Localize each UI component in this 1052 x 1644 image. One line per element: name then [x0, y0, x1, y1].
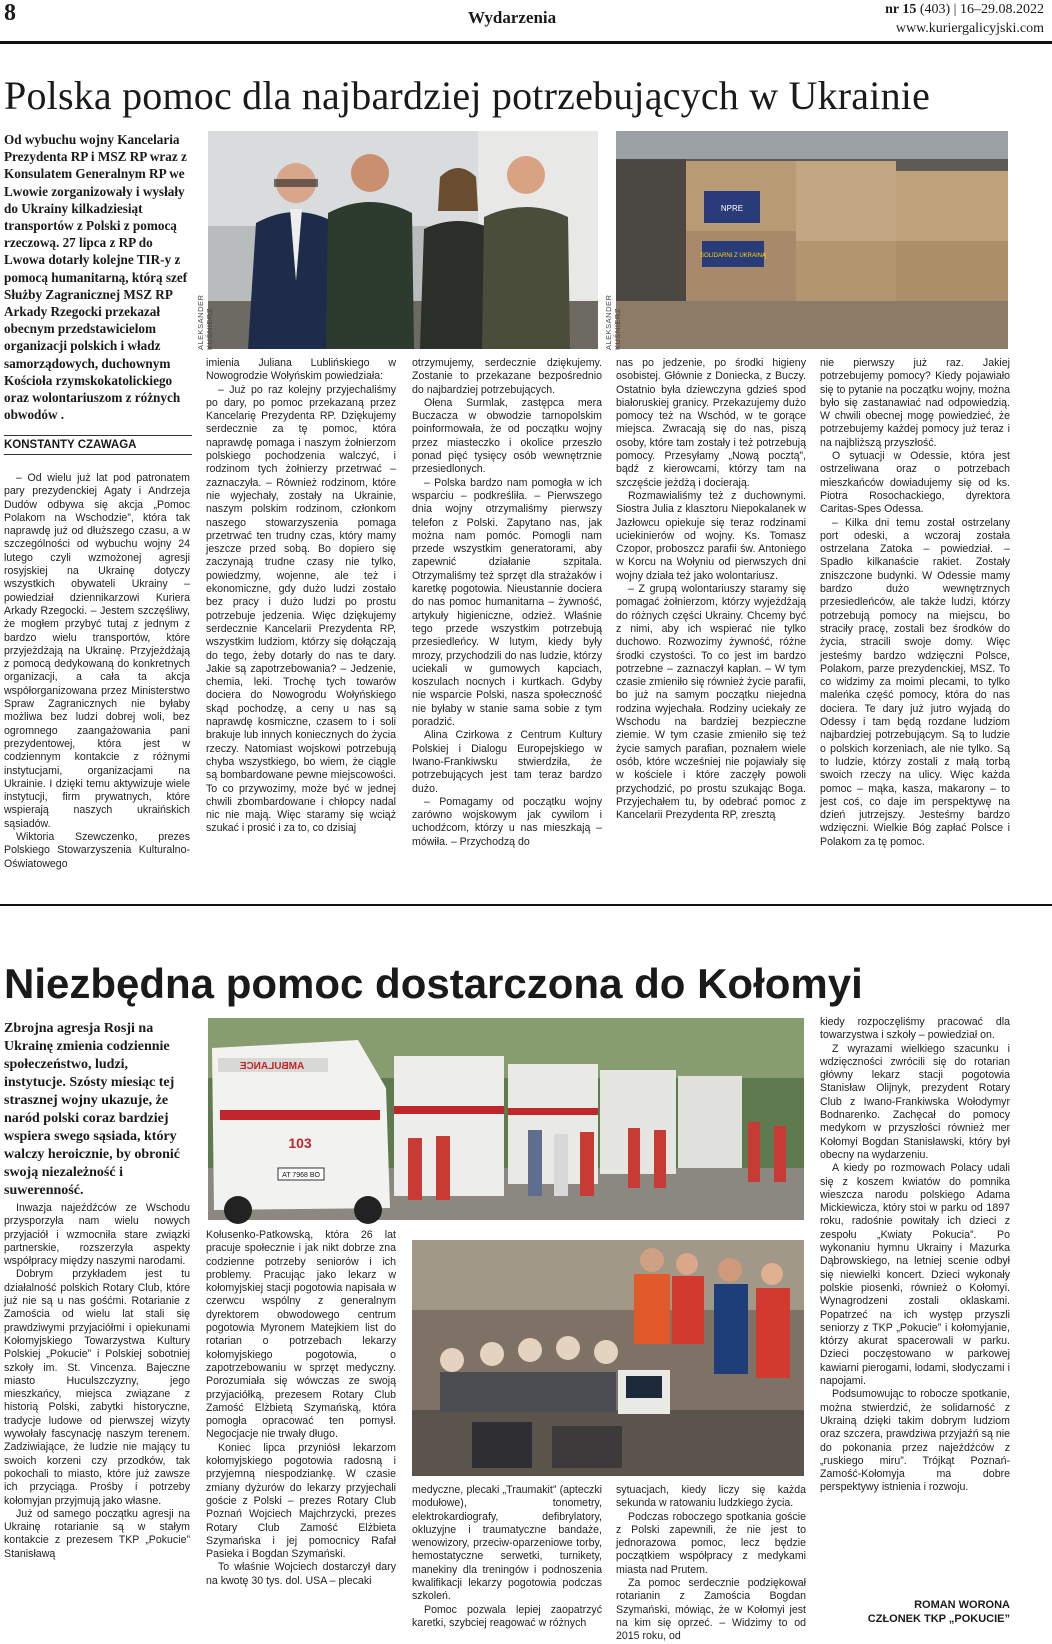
article2-photo-equipment — [412, 1240, 804, 1476]
paragraph: – Z grupą wolontariuszy staramy się pomagać żołnierzom, którzy wyjeżdżają do różnych części Ukrainy. Chcemy być z nimi, aby ich wspierać nie tylko duchowo. Rozwozimy żywność, różne środki czystości. To co jest im bardzo potrzebne – zaznaczył kapłan. – W tym czasie zmieniło się również życie parafii, bo już na samym początku niejedna rodzina wyjechała. Rodziny uciekały ze Wschodu na bardziej bezpieczne ziemie. W tym czasie zmieniło się też życie samych parafian, poznałem wiele osób, które wcześniej nie pojawiały się w kościele i które zaczęły powoli przychodzić, po prostu szukając Boga. Przyjechałem tu, by odebrać pomoc z Kancelarii Prezydenta RP, zresztą — [616, 583, 806, 822]
group-photo-svg — [208, 131, 598, 349]
paragraph: Dobrym przykładem jest tu działalność polskich Rotary Club, które już nie są u nas gośćmi. Rotarianie z Zamościa od wielu lat stali się prawdziwymi przyjaciółmi i opiekunami Kołomyjskiego Towarzystwa Kultury Polskiej „Pokucie” i Polskiej sobotniej szkoły im. St. Vincenza. Bajeczne miasto Huculszczyzny, jego mieszkańcy, miejsca związane z historią Polski, zabytki historyczne, tradycje ludowe od pierwszej wizyty wywołały fascynację naszym terenem. Zadziwiające, że ludzie nie mający tu swoich korzeni czy przodków, tak pokochali to miasto, które już zawsze ich przyciąga. Prośby i potrzeby kołomyjan przyjmują jako własne. — [4, 1268, 190, 1507]
paragraph: Podczas roboczego spotkania goście z Polski zapewnili, że nie jest to jednorazowa pomoc, lecz będzie początkiem współpracy z medykami miasta nad Prutem. — [616, 1510, 806, 1576]
article1-lead-block — [4, 131, 192, 455]
issue-info — [885, 0, 1044, 38]
paragraph: – Pomagamy od początku wojny zarówno wojskowym jak cywilom i uchodźcom, którzy u nas mieszkają – mówiła. – Przychodzą do — [412, 795, 602, 848]
paragraph: – Kilka dni temu został ostrzelany port odeski, a wczoraj została ostrzelana Zatoka – powiedział. – Spadło kilkanaście rakiet. Zostały zniszczone budynki. W Odessie mamy bardzo dużo wewnętrznych przesiedleńców, ale także ludzi, którzy potrzebują pomocy na miejscu, bo straciły pracę, zostali bez środków do życia, stracili swoje domy. Więc jesteśmy bardzo wdzięczni Polsce, Polakom, parze prezydenckiej, MSZ. To co widzimy za moimi plecami, to tylko maleńka część pomocy, która do nas dociera. Te dary już jutro wyjadą do Odessy i tam będą rozdane ludziom najbardziej potrzebującym. Są to ludzie o polskich korzeniach, ale nie tylko. Są to ludzie, którzy zostali z małą torbą swoich rzeczy na ulicy. Więc każda pomoc – mąka, kasza, makarony – to jest coś, co daje im perspektywę na dzień jutrzejszy. Jesteśmy bardzo wdzięczni. Wielkie Bóg zapłać Polsce i Polakom za tę pomoc. — [820, 516, 1010, 848]
paragraph: Z wyrazami wielkiego szacunku i wdzięczności zwrócili się do rotarian główny lekarz stacji pogotowia Stanisław Olijnyk, prezydent Rotary Club z Iwano-Frankiwska Wołodymyr Bodnarenko. Zachęcał do pomocy medykom w przyszłości również mer Kołomyi Bogdan Stanisławski, który był obecny na wydarzeniu. — [820, 1042, 1010, 1161]
article2-column-1 — [4, 1202, 190, 1630]
paragraph: – Polska bardzo nam pomogła w ich wsparciu – podkreśliła. – Pierwszego dnia wojny otrzymaliśmy pierwszy telefon z Polski. Zapytano nas, jak można nam pomóc. Pomogli nam przede wszystkim generatorami, aby zapewnić działanie szpitala. Otrzymaliśmy też sprzęt dla strażaków i karetkę pogotowia. Nieustannie dociera do nas pomoc humanitarna – żywność, artykuły higieniczne, odzież. Właśnie tego przede wszystkim potrzebują przesiedleńcy. W lutym, kiedy były mrozy, przychodzili do nas ludzie, którzy uciekali w gumowych kapciach, koszulach nocnych i kurtkach. Gdyby nie wsparcie Polski, nasza społeczność nie byłaby w stanie sama sobie z tym poradzić. — [412, 476, 602, 729]
license-plate: AT 7968 BO — [282, 1172, 320, 1179]
paragraph: Ołena Surmlak, zastępca mera Buczacza w obwodzie tarnopolskim poinformowała, że od początku wojny przez miasteczko i okolice przeszło ponad pięć tysięcy osób wewnętrznie przesiedlonych. — [412, 396, 602, 476]
paragraph: otrzymujemy, serdecznie dziękujemy. Zostanie to przekazane bezpośrednio do najbardziej potrzebujących. — [412, 357, 602, 396]
article1-column-3 — [412, 357, 602, 894]
equipment-photo-svg — [412, 1240, 804, 1476]
article1-title: Polska pomoc dla najbardziej potrzebujących w Ukrainie — [4, 73, 931, 118]
article-divider — [0, 904, 1052, 906]
page-number: 8 — [4, 0, 16, 26]
paragraph: Alina Czirkowa z Centrum Kultury Polskiej i Dialogu Europejskiego w Iwano-Frankiwsku stwierdziła, że potrzebujących jest tam teraz bardzo dużo. — [412, 729, 602, 795]
article1-photo-boxes — [616, 131, 1008, 349]
paragraph: nas po jedzenie, po środki higieny osobistej. Głównie z Doniecka, z Buczy. Ostatnio była dziewczyna gdzieś spod białoruskiej granicy. Przekazujemy dużo pomocy też na Wschód, w te gorące miejsca. Zwracają się do nas, piszą osoby, które tam zostały i też potrzebują pomocy. Przesyłamy „Nową pocztą”, bądź z kierowcami, którzy tam na szczęście jeżdżą i docierają. — [616, 357, 806, 489]
ambulance-label: AMBULANCE — [239, 1061, 305, 1072]
paragraph: Już od samego początku agresji na Ukrainę rotarianie są w stałym kontakcie z prezesem TKP „Pokucie” Stanisławą — [4, 1507, 190, 1560]
article1-column-4 — [616, 357, 806, 894]
paragraph: Inwazja najeźdźców ze Wschodu przysporzyła nam wielu nowych przyjaciół i wzmocniła stare związki partnerskie, rozszerzyła aspekty współpracy między naszymi narodami. — [4, 1202, 190, 1268]
article1-lead: Od wybuchu wojny Kancelaria Prezydenta RP i MSZ RP wraz z Konsulatem Generalnym RP we Lwowie zorganizowały i wysłały do Ukrainy kilkadziesiąt transportów z Polski z pomocą rzeczową. 27 lipca z RP do Lwowa dotarły kolejne TIR-y z pomocą humanitarną, którą szef Służby Zagranicznej MSZ RP Arkady Rzegocki przekazał obecnym przedstawicielom organizacji polskich i władz samorządowych, duchownym Kościoła rzymskokatolickiego oraz wolontariuszom z różnych obwodów . — [4, 132, 188, 423]
paragraph: To właśnie Wojciech dostarczył dary na kwotę 30 tys. dol. USA – plecaki — [206, 1561, 396, 1587]
paragraph: Pomoc pozwala lepiej zaopatrzyć karetki, szybciej reagować w różnych — [412, 1603, 602, 1629]
issue-number: nr 15 — [885, 2, 917, 17]
paragraph: – Od wielu już lat pod patronatem pary prezydenckiej Agaty i Andrzeja Dudów odbywa się akcja „Pomoc Polakom na Wschodzie”, która tak naprawdę już od dłuższego czasu, a w szczególności od wybuchu wojny 24 lutego czyli wzmożonej agresji rosyjskiej na Ukrainę dotyczy wszystkich obywateli Ukrainy – powiedział dziennikarzowi Kuriera Arkady Rzegocki. – Jestem szczęśliwy, że mogłem przybyć tutaj z jednym z bardzo wielu transportów, które przyjeżdżają na Ukrainę. Przyjeżdżają z pomocą dedykowaną do konkretnych organizacji, a cała ta akcja współorganizowana przez Ministerstwo Spraw Zagranicznych nie byłaby możliwa bez ludzi dobrej woli, bez ogromnego zaangażowania pani prezydentowej, która jest w codziennym kontakcie z różnymi instytucjami, organizacjami na Ukrainie. I dzięki temu aktywizuje wiele instytucji, firm prywatnych, które wspierają naszych ukraińskich sąsiadów. — [4, 472, 190, 830]
article2-column-2 — [206, 1229, 396, 1630]
paragraph: nie pierwszy już raz. Jakiej potrzebujemy pomocy? Kiedy pojawiało się to pytanie na początku wojny, można było się zastanawiać nad odpowiedzią. W chwili obecnej mogę powiedzieć, że potrzebujemy każdej pomocy już teraz i na najbliższą przyszłość. — [820, 357, 1010, 449]
paragraph: Za pomoc serdecznie podziękował rotarianin z Zamościa Bogdan Szymański, mówiąc, że w Kołomyi jest na kim się oprzeć. – Widzimy to od 2015 roku, od — [616, 1577, 806, 1643]
paragraph: A kiedy po rozmowach Polacy udali się z koszem kwiatów do pomnika wieszcza narodu polskiego Adama Mickiewicza, który stoi w parku od 1897 roku, radośnie powitały ich dzieci z zespołu „Kwiaty Pokucia”. Po wykonaniu hymnu Ukrainy i Mazurka Dąbrowskiego, na letniej scenie odbył się niewielki koncert. Dzieci wykonały polskie piosenki, również o Kołomyi. Wynagrodzeni zostali oklaskami. Popatrzeć na ich występ przyszli seniorzy z TKP „Pokucie” i kołomyjanie, którzy akurat spacerowali w parku. Dzieci poczęstowano w parkowej kawiarni pierogami, lodami, słodyczami i napojami. — [820, 1162, 1010, 1388]
paragraph: imienia Juliana Lublińskiego w Nowogrodzie Wołyńskim powiedziała: — [206, 357, 396, 383]
boxes-photo-svg — [616, 131, 1008, 349]
paragraph: Rozmawialiśmy też z duchownymi. Siostra Julia z klasztoru Niepokalanek w Jazłowcu opiekuje się teraz rodzinami uciekinierów od wojny. Ks. Tomasz Czopor, proboszcz parafii św. Antoniego w Korcu na Wołyniu od pierwszych dni wojny działa też jako wolontariusz. — [616, 489, 806, 582]
article1-photo-group — [208, 131, 598, 349]
article2-photo-ambulances — [208, 1018, 804, 1220]
article1-column-5 — [820, 357, 1010, 894]
signature-name: ROMAN WORONA — [914, 1599, 1010, 1611]
ambulance-number: 103 — [288, 1135, 312, 1151]
article1-column-1 — [4, 472, 190, 894]
box-label-2: SOLIDARNI Z UKRAINĄ — [699, 253, 767, 259]
article1-column-2 — [206, 357, 396, 894]
article2-lead: Zbrojna agresja Rosji na Ukrainę zmienia codziennie społeczeństwo, ludzi, instytucje. Szósty miesiąc tej strasznej wojny ukazuje, że naród polski coraz bardziej wspiera swego sąsiada, który walczy heroicznie, by obronić swoją niezależność i suwerenność. — [4, 1021, 181, 1198]
paragraph: – Już po raz kolejny przyjechaliśmy po dary, po pomoc przekazaną przez Kancelarię Prezydenta RP. Dziękujemy serdecznie za tę pomoc, która naprawdę pomaga i naszym żołnierzom polskiego pochodzenia walczyć, i rodzinom tych żołnierzy przetrwać – zaznaczyła. – Również rodzinom, które nie wyjechały, zostały na Ukrainie, naszym polskim rodzinom, członkom naszego stowarzyszenia pomaga przetrwać ten trudny czas, który mamy jeszcze przed sobą. Bo dopiero się zaczynają trudne czasy nie tylko, powiedzmy, wojenne, ale też i ekonomiczne, gdy dużo ludzi zostało bez pracy i dużo ludzi po prostu potrzebuje jedzenia. Więc dziękujemy serdecznie Kancelarii Prezydenta RP, wszystkim ludziom, którzy się dołączają do tego, żeby dotarły do nas te dary. Jakie są zapotrzebowania? – Jedzenie, chemia, leki. Trochę tych towarów dociera do Nowogrodu Wołyńskiego skąd pochodzę, a ceny u nas są naprawdę kosmiczne, czasem to i soli brakuje lub innych koniecznych do życia rzeczy. Natomiast wojskowi potrzebują chyba wszystkiego, bo wiem, że ciągle są bombardowane pewne miejscowości. To co przywozimy, może być w jednej chwili zbombardowane i chłopcy nadal nic nie mają. Więc staramy się wciąż szukać i prosić i za to, co dzisiaj — [206, 383, 396, 835]
section-title: Wydarzenia — [468, 8, 557, 27]
header-rule — [0, 41, 1052, 44]
paragraph: medyczne, plecaki „Traumakit” (apteczki modułowe), tonometry, elektrokardiografy, defibrylatory, okluzyjne i traumatyczne bandaże, wenowizory, przeciw-oparzeniowe torby, hemostatyczne serwetki, turnikety, manekiny dla treningów i podnoszenia kwalifikacji lekarzy pogotowia podczas szkoleń. — [412, 1484, 602, 1603]
paragraph: O sytuacji w Odessie, która jest ostrzeliwana oraz o potrzebach mieszkańców dowiadujemy się od ks. Piotra Rosochackiego, dyrektora Caritas-Spes Odessa. — [820, 450, 1010, 516]
paragraph: Koniec lipca przyniósł lekarzom kołomyjskiego pogotowia radosną i przyjemną niespodziankę. W czasie zmiany dyżurów do lekarzy przyjechali goście z Polski – prezes Rotary Club Poznań Wojciech Majchrzycki, prezes Rotary Club Zamość Elżbieta Szymańska i jej pomocnicy Rafał Pasieka i Bogdan Szymański. — [206, 1441, 396, 1561]
article2-column-5 — [820, 1016, 1010, 1590]
article2-column-4 — [616, 1484, 806, 1643]
paragraph: Kołusenko-Patkowską, która 26 lat pracuje społecznie i jak nikt dobrze zna codzienne potrzeby seniorów i ich problemy. Pracując jako lekarz w kołomyjskiej stacji pogotowia napisała w czerwcu wspólny z generalnym dyrektorem obwodowego centrum pogotowia Myronem Matejkiem list do rotarian o potrzebach lekarzy kołomyjskiego pogotowia, o zapotrzebowaniu w sprzęt medyczny. Porozumiała się wówczas ze swoją przyjaciółką, prezesem Rotary Club Zamość Elżbietą Szymańską, która pomogła opracować ten pomysł. Negocjacje nie trwały długo. — [206, 1229, 396, 1441]
article2-title: Niezbędna pomoc dostarczona do Kołomyi — [4, 960, 863, 1007]
article1-photo-credit-1: ALEKSANDER KUŚNIERZ — [196, 294, 214, 350]
issue-date: (403) | 16–29.08.2022 — [916, 2, 1044, 17]
article2-signature — [820, 1598, 1010, 1626]
article2-column-3 — [412, 1484, 602, 1630]
paragraph: kiedy rozpoczęliśmy pracować dla towarzystwa i szkoły – powiedział on. — [820, 1016, 1010, 1042]
box-label-1: NPRE — [720, 204, 744, 213]
article1-photo-credit-2: ALEKSANDER KUŚNIERZ — [604, 294, 622, 350]
paragraph: Podsumowując to robocze spotkanie, można stwierdzić, że solidarność z Ukrainą dzięki takim dobrym ludziom oraz szczera, prawdziwa przyjaźń są nie do pokonania przez najeźdźców z „ruskiego miru”. Trójkąt Poznań-Zamość-Kołomyja ma dobre perspektywy istnienia i rozwoju. — [820, 1388, 1010, 1494]
paragraph: Wiktoria Szewczenko, prezes Polskiego Stowarzyszenia Kulturalno-Oświatowego — [4, 831, 190, 870]
ambulances-photo-svg — [208, 1018, 804, 1220]
signature-role: CZŁONEK TKP „POKUCIE” — [867, 1613, 1010, 1625]
article1-author: KONSTANTY CZAWAGA — [4, 435, 192, 455]
website-link[interactable]: www.kuriergalicyjski.com — [895, 21, 1044, 36]
paragraph: sytuacjach, kiedy liczy się każda sekunda w ratowaniu ludzkiego życia. — [616, 1484, 806, 1510]
